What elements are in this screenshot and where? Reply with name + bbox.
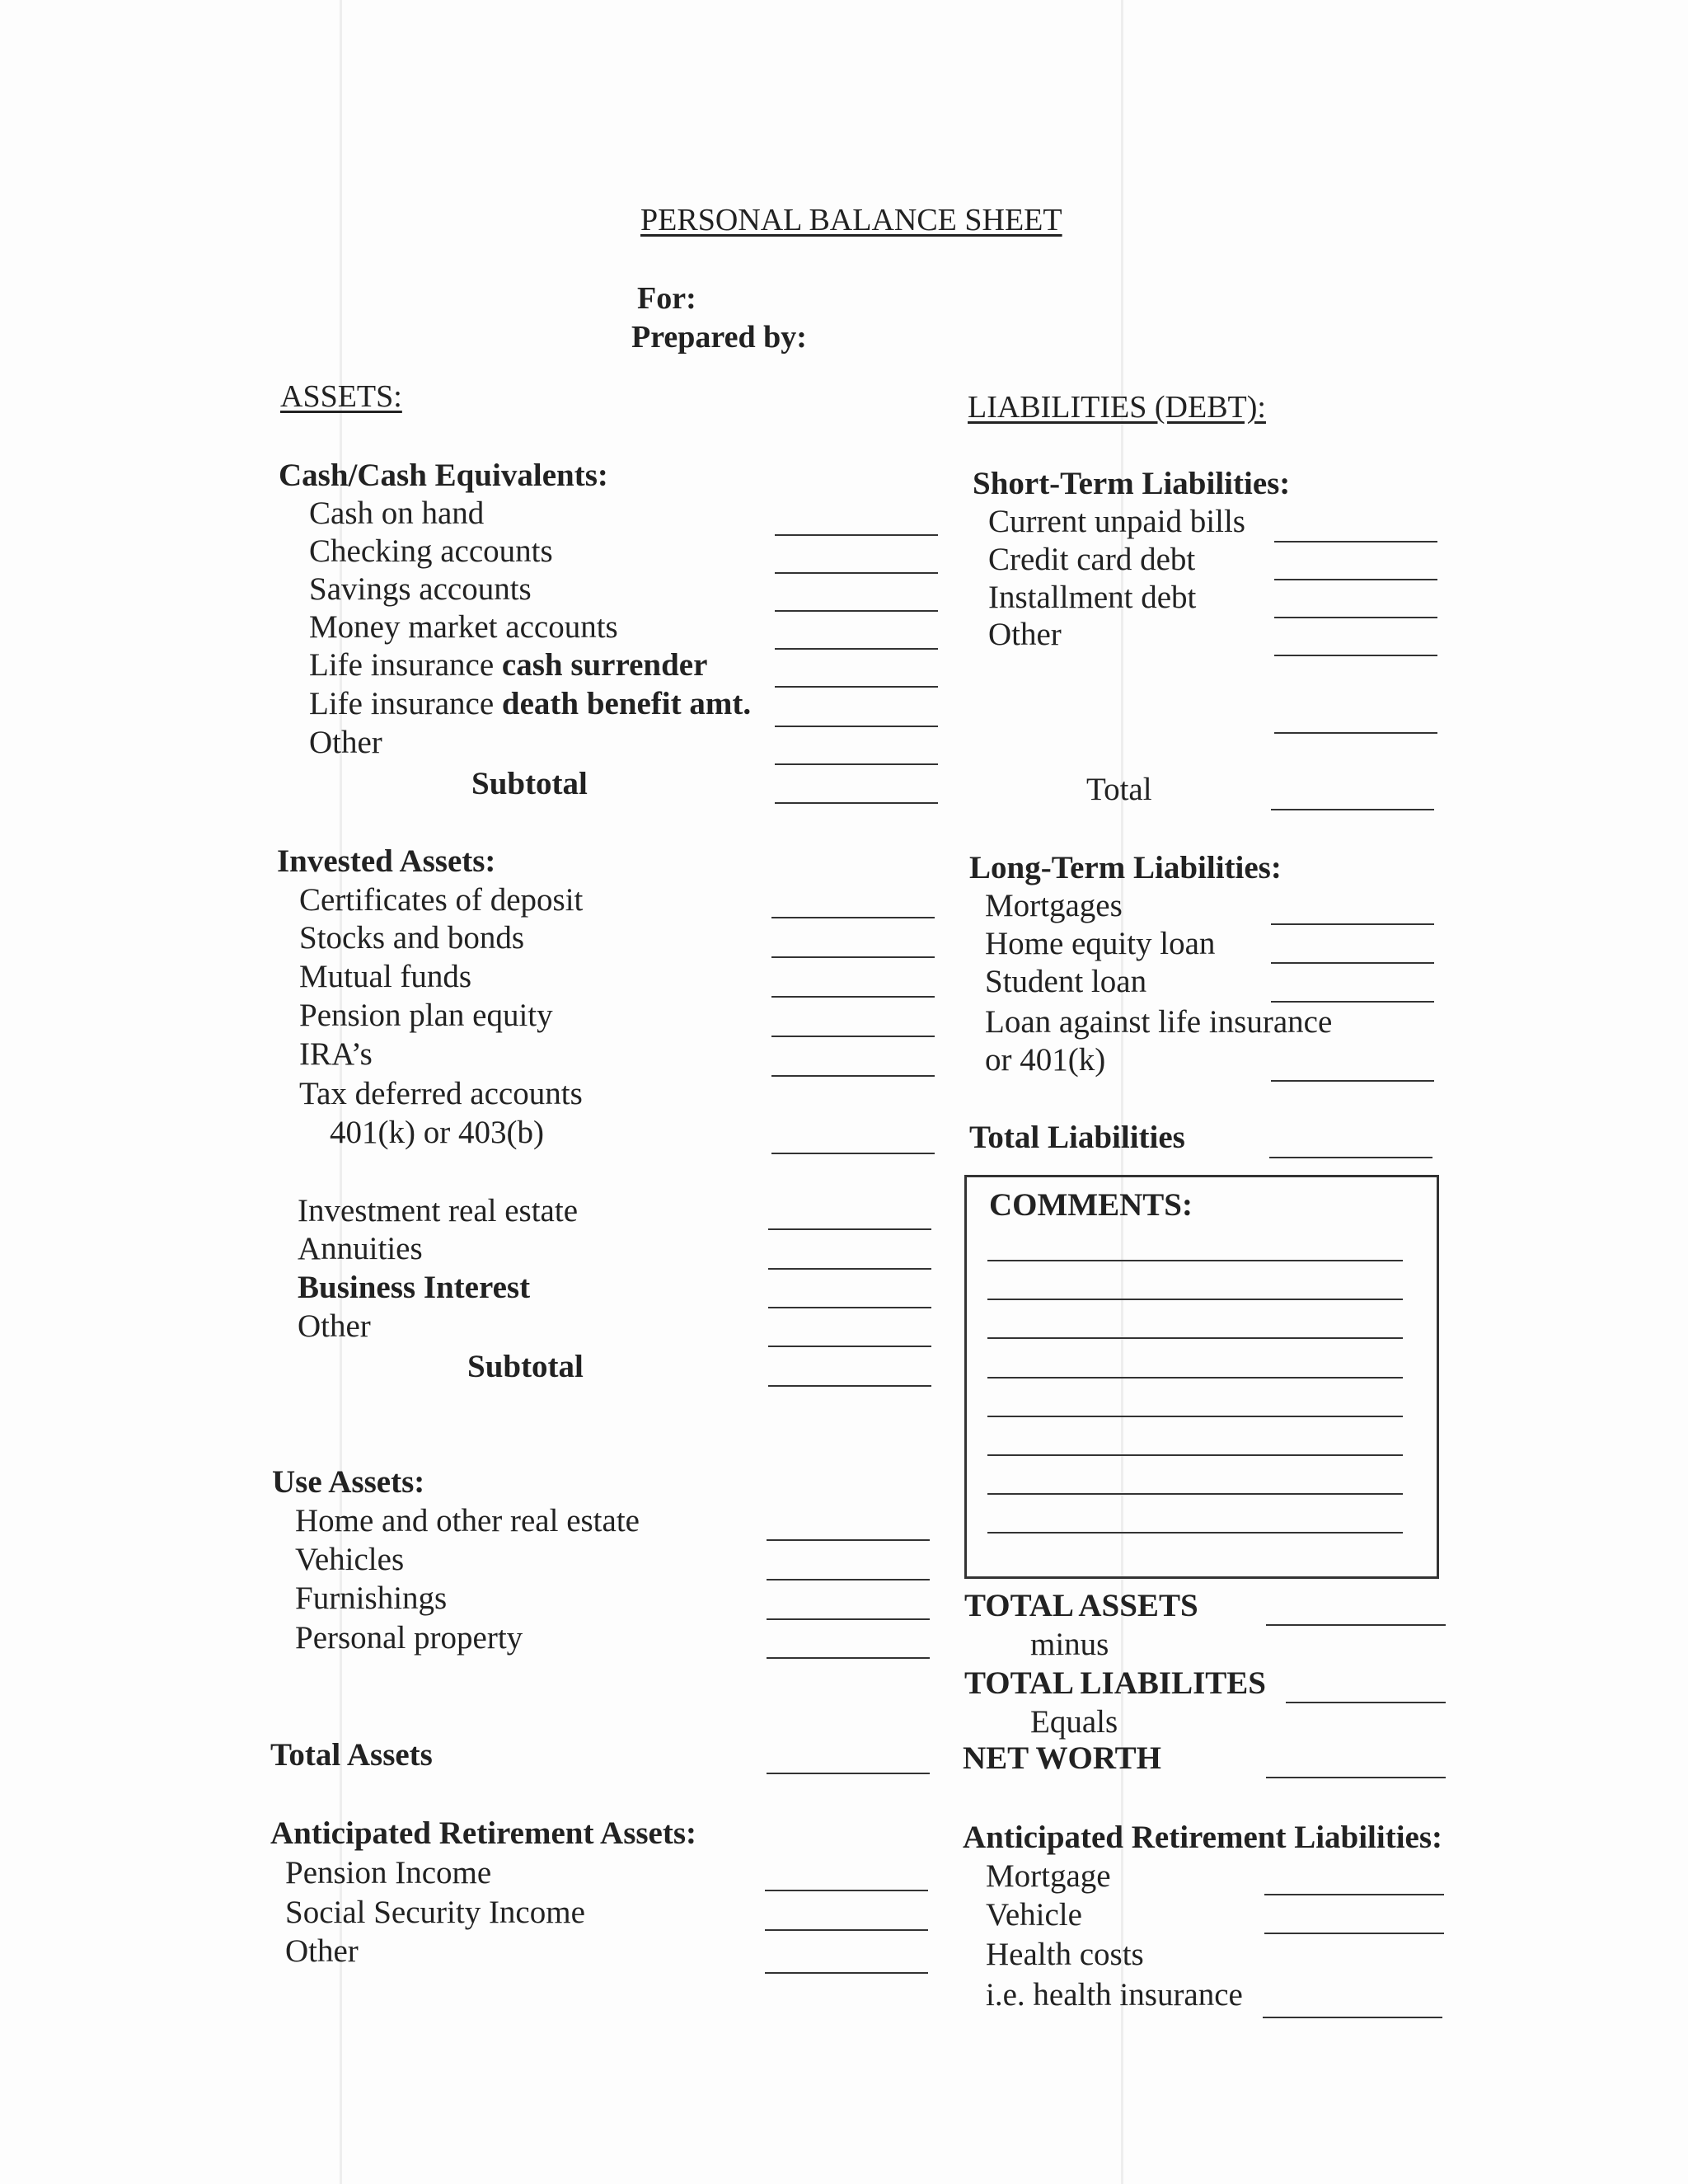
401k-403b-blank[interactable] xyxy=(771,1153,935,1154)
summary-total-liabilities-blank[interactable] xyxy=(1286,1702,1446,1703)
for-label: For: xyxy=(637,281,696,316)
total-liabilities-label: Total Liabilities xyxy=(969,1120,1185,1155)
installment-debt-blank[interactable] xyxy=(1274,617,1437,618)
loan-401k-label: or 401(k) xyxy=(985,1042,1106,1078)
loan-life-insurance-label: Loan against life insurance xyxy=(985,1004,1333,1040)
business-interest-blank[interactable] xyxy=(768,1307,931,1308)
vehicles-blank[interactable] xyxy=(767,1579,930,1580)
retirement-assets-title: Anticipated Retirement Assets: xyxy=(270,1815,697,1851)
student-loan-label: Student loan xyxy=(985,964,1147,999)
savings-accounts-label: Savings accounts xyxy=(309,571,532,607)
comment-line[interactable] xyxy=(987,1493,1403,1495)
summary-total-assets-blank[interactable] xyxy=(1266,1624,1446,1626)
comment-line[interactable] xyxy=(987,1260,1403,1261)
home-equity-blank[interactable] xyxy=(1271,962,1434,964)
summary-total-liabilities-label: TOTAL LIABILITES xyxy=(964,1665,1266,1701)
pension-equity-blank[interactable] xyxy=(771,1036,935,1037)
investment-real-estate-label: Investment real estate xyxy=(298,1193,579,1228)
minus-label: minus xyxy=(1030,1627,1109,1662)
short-term-title: Short-Term Liabilities: xyxy=(973,466,1291,501)
short-term-total-blank[interactable] xyxy=(1271,809,1434,810)
cash-subtotal-blank[interactable] xyxy=(775,802,938,804)
money-market-blank[interactable] xyxy=(775,648,938,650)
short-term-extra-blank[interactable] xyxy=(1274,732,1437,734)
stocks-bonds-blank[interactable] xyxy=(771,956,935,958)
unpaid-bills-label: Current unpaid bills xyxy=(988,504,1245,539)
retirement-other-blank[interactable] xyxy=(765,1972,928,1974)
prepared-by-label: Prepared by: xyxy=(631,320,807,355)
total-assets-label: Total Assets xyxy=(270,1737,433,1773)
business-interest-label: Business Interest xyxy=(298,1270,531,1305)
credit-card-label: Credit card debt xyxy=(988,542,1196,577)
liabilities-heading: LIABILITIES (DEBT): xyxy=(968,390,1266,425)
life-insurance-death-bold: death benefit amt. xyxy=(501,686,752,721)
annuities-label: Annuities xyxy=(298,1231,423,1266)
mortgages-blank[interactable] xyxy=(1271,923,1434,925)
credit-card-blank[interactable] xyxy=(1274,579,1437,580)
cash-on-hand-label: Cash on hand xyxy=(309,496,485,531)
short-term-other-blank[interactable] xyxy=(1274,655,1437,656)
comment-line[interactable] xyxy=(987,1532,1403,1533)
tax-deferred-label: Tax deferred accounts xyxy=(299,1076,583,1111)
invested-other-blank[interactable] xyxy=(768,1346,931,1347)
401k-403b-label: 401(k) or 403(b) xyxy=(330,1115,544,1150)
personal-property-blank[interactable] xyxy=(767,1657,930,1659)
cash-on-hand-blank[interactable] xyxy=(775,534,938,536)
net-worth-label: NET WORTH xyxy=(963,1740,1162,1776)
mortgages-label: Mortgages xyxy=(985,888,1123,923)
total-assets-blank[interactable] xyxy=(767,1773,930,1774)
checking-accounts-label: Checking accounts xyxy=(309,533,553,569)
personal-property-label: Personal property xyxy=(295,1620,523,1656)
retirement-vehicle-blank[interactable] xyxy=(1264,1933,1444,1934)
annuities-blank[interactable] xyxy=(768,1268,931,1270)
cash-other-label: Other xyxy=(309,725,382,760)
retirement-liabilities-title: Anticipated Retirement Liabilities: xyxy=(963,1820,1443,1855)
cash-other-blank[interactable] xyxy=(775,763,938,765)
cd-blank[interactable] xyxy=(771,917,935,918)
loan-401k-blank[interactable] xyxy=(1271,1080,1434,1082)
mutual-funds-blank[interactable] xyxy=(771,996,935,998)
home-real-estate-blank[interactable] xyxy=(767,1539,930,1541)
social-security-label: Social Security Income xyxy=(285,1895,585,1930)
health-insurance-blank[interactable] xyxy=(1263,2017,1442,2018)
checking-accounts-blank[interactable] xyxy=(775,572,938,574)
cd-label: Certificates of deposit xyxy=(299,882,584,918)
life-insurance-cash-prefix: Life insurance xyxy=(309,647,502,683)
assets-heading: ASSETS: xyxy=(280,379,402,414)
total-liabilities-blank[interactable] xyxy=(1269,1157,1432,1158)
vehicles-label: Vehicles xyxy=(295,1542,405,1577)
comment-line[interactable] xyxy=(987,1377,1403,1379)
comments-label: COMMENTS: xyxy=(989,1187,1193,1223)
life-insurance-cash-blank[interactable] xyxy=(775,686,938,688)
life-insurance-death-label xyxy=(309,688,751,720)
pension-equity-label: Pension plan equity xyxy=(299,998,553,1033)
health-costs-label: Health costs xyxy=(986,1937,1144,1972)
invested-assets-title xyxy=(277,845,495,877)
life-insurance-cash-bold: cash surrender xyxy=(501,647,708,683)
home-equity-label: Home equity loan xyxy=(985,926,1216,961)
life-insurance-cash-label xyxy=(309,649,707,681)
comment-line[interactable] xyxy=(987,1454,1403,1456)
life-insurance-death-prefix: Life insurance xyxy=(309,686,502,721)
scan-streak xyxy=(1121,0,1123,2184)
long-term-title: Long-Term Liabilities: xyxy=(969,850,1282,885)
comment-line[interactable] xyxy=(987,1416,1403,1417)
use-assets-title: Use Assets: xyxy=(272,1464,425,1500)
comment-line[interactable] xyxy=(987,1337,1403,1339)
investment-real-estate-blank[interactable] xyxy=(768,1228,931,1230)
invested-other-label: Other xyxy=(298,1308,371,1344)
installment-debt-label: Installment debt xyxy=(988,580,1197,615)
invested-subtotal-label: Subtotal xyxy=(467,1349,584,1384)
life-insurance-death-blank[interactable] xyxy=(775,726,938,727)
iras-label: IRA’s xyxy=(299,1036,373,1072)
page-title: PERSONAL BALANCE SHEET xyxy=(640,203,1062,237)
student-loan-blank[interactable] xyxy=(1271,1001,1434,1003)
equals-label: Equals xyxy=(1030,1704,1118,1740)
cash-subtotal-label: Subtotal xyxy=(471,766,588,801)
mutual-funds-label: Mutual funds xyxy=(299,959,472,994)
retirement-mortgage-label: Mortgage xyxy=(986,1858,1111,1894)
short-term-total-label: Total xyxy=(1086,772,1152,807)
short-term-other-label: Other xyxy=(988,617,1062,652)
retirement-mortgage-blank[interactable] xyxy=(1264,1894,1444,1895)
retirement-other-label: Other xyxy=(285,1933,359,1969)
comment-line[interactable] xyxy=(987,1299,1403,1300)
cash-equivalents-title: Cash/Cash Equivalents: xyxy=(279,458,608,493)
retirement-vehicle-label: Vehicle xyxy=(986,1897,1082,1933)
net-worth-blank[interactable] xyxy=(1266,1777,1446,1778)
stocks-bonds-label: Stocks and bonds xyxy=(299,920,524,956)
pension-income-label: Pension Income xyxy=(285,1855,492,1890)
summary-total-assets-label: TOTAL ASSETS xyxy=(964,1588,1198,1623)
unpaid-bills-blank[interactable] xyxy=(1274,541,1437,542)
invested-assets-title-text: Invested Assets: xyxy=(277,843,496,879)
furnishings-blank[interactable] xyxy=(767,1618,930,1620)
savings-accounts-blank[interactable] xyxy=(775,610,938,612)
social-security-blank[interactable] xyxy=(765,1929,928,1931)
pension-income-blank[interactable] xyxy=(765,1890,928,1891)
invested-subtotal-blank[interactable] xyxy=(768,1385,931,1387)
home-real-estate-label: Home and other real estate xyxy=(295,1503,640,1538)
furnishings-label: Furnishings xyxy=(295,1580,448,1616)
iras-blank[interactable] xyxy=(771,1075,935,1077)
money-market-label: Money market accounts xyxy=(309,609,618,645)
health-insurance-label: i.e. health insurance xyxy=(986,1977,1243,2013)
